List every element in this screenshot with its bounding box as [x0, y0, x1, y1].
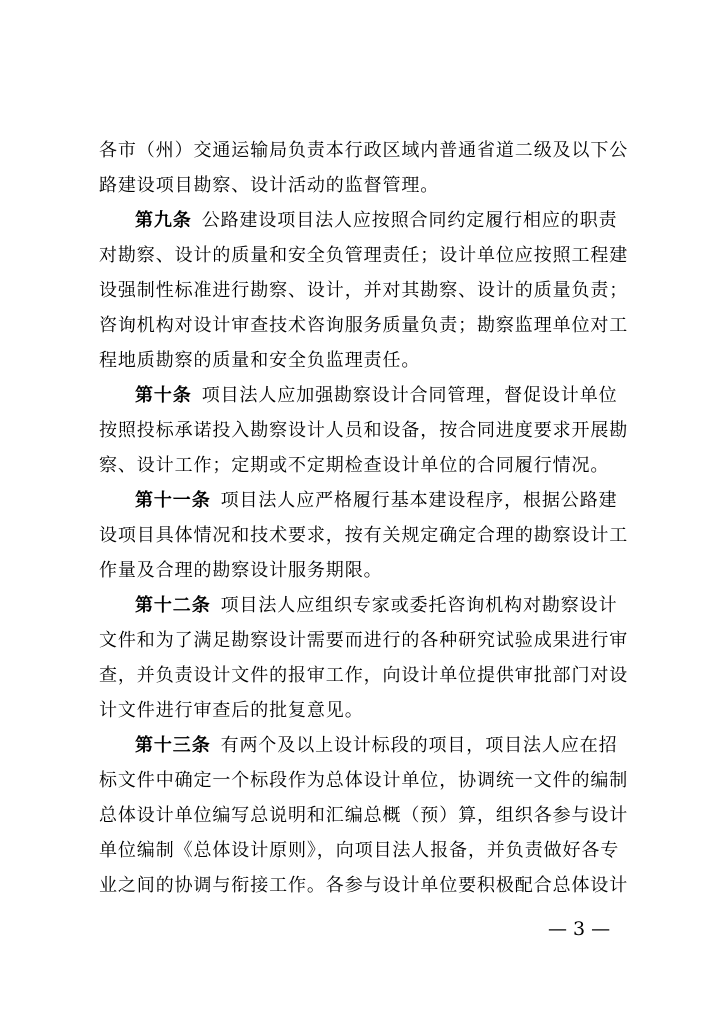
text-line: [99, 168, 645, 203]
line-text: 项目法人应组织专家或委托咨询机构对勘察设计: [220, 595, 618, 616]
article-label: 第十条: [135, 385, 192, 406]
text-line: [99, 518, 645, 553]
article-10-line: [99, 378, 645, 413]
line-text: 路建设项目勘察、设计活动的监督管理。: [99, 175, 440, 196]
line-text: 设项目具体情况和技术要求，按有关规定确定合理的勘察设计工: [99, 525, 629, 546]
article-12-line: [99, 588, 645, 623]
line-text: 项目法人应严格履行基本建设程序，根据公路建: [220, 490, 618, 511]
text-line: [99, 623, 645, 658]
line-text: 有两个及以上设计标段的项目，项目法人应在招: [220, 735, 618, 756]
line-text: 项目法人应加强勘察设计合同管理，督促设计单位: [201, 385, 618, 406]
text-line: [99, 238, 645, 273]
body-text: [99, 133, 645, 903]
line-text: 计文件进行审查后的批复意见。: [99, 700, 364, 721]
text-line: [99, 133, 645, 168]
article-label: 第十一条: [135, 490, 211, 511]
article-11-line: [99, 483, 645, 518]
text-line: [99, 553, 645, 588]
line-text: 各市（州）交通运输局负责本行政区域内普通省道二级及以下公: [99, 140, 629, 161]
line-text: 察、设计工作；定期或不定期检查设计单位的合同履行情况。: [99, 455, 610, 476]
text-line: [99, 413, 645, 448]
line-text: 单位编制《总体设计原则》，向项目法人报备，并负责做好各专: [99, 840, 620, 861]
line-text: 作量及合理的勘察设计服务期限。: [99, 560, 383, 581]
line-text: 文件和为了满足勘察设计需要而进行的各种研究试验成果进行审: [99, 630, 629, 651]
text-line: [99, 763, 645, 798]
article-13-line: [99, 728, 645, 763]
text-line: [99, 343, 645, 378]
line-text: 公路建设项目法人应按照合同约定履行相应的职责: [201, 210, 618, 231]
text-line: [99, 833, 645, 868]
text-line: [99, 308, 645, 343]
line-text: 标文件中确定一个标段作为总体设计单位，协调统一文件的编制: [99, 770, 629, 791]
text-line: [99, 798, 645, 833]
article-label: 第九条: [135, 210, 192, 231]
text-line: [99, 868, 645, 903]
text-line: [99, 693, 645, 728]
line-text: 咨询机构对设计审查技术咨询服务质量负责；勘察监理单位对工: [99, 315, 629, 336]
article-label: 第十二条: [135, 595, 211, 616]
line-text: 查，并负责设计文件的报审工作，向设计单位提供审批部门对设: [99, 665, 629, 686]
line-text: 程地质勘察的质量和安全负监理责任。: [99, 350, 421, 371]
text-line: [99, 448, 645, 483]
line-text: 对勘察、设计的质量和安全负管理责任；设计单位应按照工程建: [99, 245, 629, 266]
article-label: 第十三条: [135, 735, 211, 756]
line-text: 按照投标承诺投入勘察设计人员和设备，按合同进度要求开展勘: [99, 420, 629, 441]
article-9-line: [99, 203, 645, 238]
line-text: 业之间的协调与衔接工作。各参与设计单位要积极配合总体设计: [99, 875, 629, 896]
line-text: 总体设计单位编写总说明和汇编总概（预）算，组织各参与设计: [99, 805, 629, 826]
page-number: — 3 —: [548, 918, 611, 940]
line-text: 设强制性标准进行勘察、设计，并对其勘察、设计的质量负责；: [99, 280, 629, 301]
text-line: [99, 273, 645, 308]
text-line: [99, 658, 645, 693]
